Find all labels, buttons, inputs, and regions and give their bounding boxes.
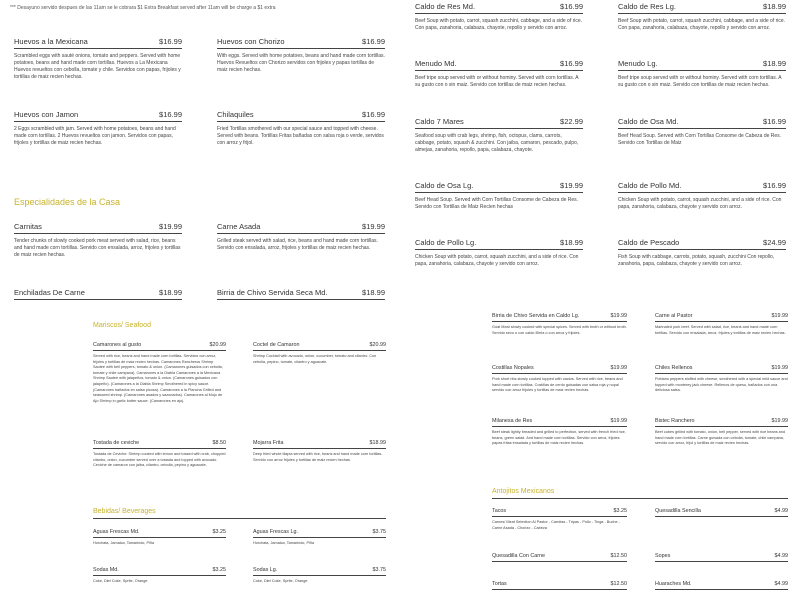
mariscos-col-1 [93,342,226,469]
antojitos-col-1 [492,508,627,590]
item-description: Tostada de Ceviche: Shrimp cooked with lemon and tossed with crab, chopped cilantro, onion, cucumber served over a tostada and topped with avocado. Ceviche de camaron con jaiba, cilantro, cebolla, pepino y aguacate. [93,452,226,468]
menu-item [618,238,786,268]
item-name: Sopes [655,553,671,559]
item-price: $24.99 [763,238,786,247]
item-price: $19.99 [771,313,788,319]
item-description: Coke, Diet Coke, Sprite, Orange [253,579,308,583]
antojitos-col-2 [655,508,788,590]
menu-item [492,365,627,418]
item-price: $19.99 [362,222,385,231]
menu-item [14,222,182,288]
item-name: Caldo 7 Mares [415,117,464,126]
item-name: Coctel de Camaron [253,342,300,348]
item-price: $4.99 [774,508,788,514]
breakfast-note: *** Desayuno servido despues de las 11am se le cobrara $1 Extra Breakfast served after 11am will be charge a $1 extra [10,5,276,11]
item-price: $18.99 [159,288,182,297]
item-price: $18.99 [763,2,786,11]
item-description: Beef tripe soup served with or without hominy. Served with corn tortillas. A su gusto con o sin maiz. Servido con tortillas de maiz recien hechas. [415,75,579,88]
item-description: Tender chunks of slowly cooked pork meat served with salad, rice, beans and hand made corn tortillas. Servido con ensalada, arroz, frijoles y tortillas de maiz recien hechas. [14,238,181,258]
item-name: Enchiladas De Carne [14,288,85,297]
item-description: Chicken Soup with potato, carrot, squash zucchini, and a side of rice. Con papa, zanahoria, calabaza, chayote y servido con arroz. [618,197,782,210]
item-description: Beef cubes grilled with tomato, onion, bell pepper, served with rice beans and hand made corn tortillas. Carne guisada con cebolla, tomate, chile campana, servido con arroz, frijol y tortillas de maiz recien hechas. [655,430,786,446]
item-price: $16.99 [362,110,385,119]
item-name: Aguas Frescas Md. [93,529,140,535]
especialidades-col-2 [217,222,385,300]
item-description: Horchata, Jamaica, Tamarindo, Piña [253,541,315,545]
item-description: Coke, Diet Coke, Sprite, Orange [93,579,148,583]
item-price: $18.99 [362,288,385,297]
especialidades-col-1 [14,222,182,300]
item-name: Sodas Lg. [253,567,278,573]
menu-item [217,222,385,288]
item-name: Caldo de Res Md. [415,2,476,11]
item-description: Horchata, Jamaica, Tamarindo, Piña [93,541,155,545]
item-price: $19.99 [610,365,627,371]
item-description: Beef steak lightly breaded and grilled to perfection, served with french fried rice, beans, green salad. And hand made corn tortillas. Servido con arroz, frijoles papas fritas ensalada y tortillas de maiz recien hechas. [492,430,626,446]
menu-item [253,567,386,585]
item-price: $18.99 [560,238,583,247]
menu-item [217,110,385,147]
item-price: $20.99 [209,342,226,348]
item-price: $19.99 [560,181,583,190]
soups-col-1 [415,2,583,268]
item-price: $3.75 [372,567,386,573]
item-price: $22.99 [560,117,583,126]
item-name: Carne al Pastor [655,313,693,319]
menu-item [655,553,788,581]
item-name: Caldo de Pollo Lg. [415,238,477,247]
menu-item [14,110,182,147]
menu-item [14,37,182,110]
menu-item [618,117,786,181]
item-name: Carne Asada [217,222,261,231]
menu-item [618,181,786,238]
item-description: Goat Meat slowly cooked with special spices. Served with broth or without broth. Servido seco o con caldo Birria o con arroz y frijoles. [492,325,627,335]
item-description: Marinated pork beef. Served with salad, rice, beans and hand made corn tortillas. Servido con ensalada, arroz, frijoles y tortillas de maiz recien hechas. [655,325,786,335]
item-price: $18.99 [763,59,786,68]
item-price: $3.25 [212,567,226,573]
soups-col-2 [618,2,786,268]
breakfast-col-2 [217,37,385,147]
item-name: Aguas Frescas Lg. [253,529,298,535]
menu-item [93,567,226,585]
menu-item [93,529,226,567]
menu-item [492,581,627,590]
item-description: 2 Eggs scrambled with jam. Served with home potatoes, beans and hand made corn tortillas. 2 Huevos revueltos con jamon. Servidos con papas, frijoles y tortillas de maiz recien hechas. [14,126,176,146]
item-description: Beef Head Soup. Served with Corn Tortillas Consome de Cabeza de Res. Servido con Tortillas de Maiz Recien hechas [415,197,579,210]
item-price: $16.99 [763,181,786,190]
item-name: Huaraches Md. [655,581,692,587]
item-price: $16.99 [763,117,786,126]
item-price: $3.25 [613,508,627,514]
item-price: $8.50 [212,440,226,446]
menu-item [415,238,583,268]
item-name: Quesadilla Sencilla [655,508,701,514]
menu-item [655,581,788,590]
item-description: Grilled steak served with salad, rice, beans and hand made corn tortillas. Servido con ensalada, arroz, frijoles y tortillas de maiz recien hechas. [217,238,378,251]
menu-item [492,508,627,553]
menu-item [217,37,385,110]
item-name: Camarones al gusto [93,342,142,348]
item-price: $4.99 [774,581,788,587]
menu-item [415,117,583,181]
item-name: Bistec Ranchero [655,418,695,424]
item-name: Sodas Md. [93,567,119,573]
item-description: Beef Soup with potato, carrot, squash zucchini, cabbage, and a side of rice. Con papa, zanahoria, calabaza, chayote, repollo y servido con arroz. [618,18,786,31]
item-name: Birria de Chivo Servida en Caldo Lg. [492,313,580,319]
item-name: Tortas [492,581,507,587]
item-price: $16.99 [560,59,583,68]
menu-item [253,529,386,567]
item-description: Shrimp Cocktail with avocado, onion, cucumber, tomato and cilantro. Con cebolla, pepino, tomate, cilantro y aguacate. [253,354,377,364]
breakfast-col-1 [14,37,182,147]
item-price: $16.99 [159,110,182,119]
item-price: $16.99 [560,2,583,11]
menu-item [655,508,788,553]
item-price: $16.99 [362,37,385,46]
item-price: $19.99 [159,222,182,231]
item-price: $12.50 [610,581,627,587]
item-price: $3.75 [372,529,386,535]
menu-item [415,59,583,117]
specials-small-col-1 [492,313,627,447]
menu-item [492,418,627,447]
item-name: Huevos con Jamon [14,110,79,119]
item-description: Pork short ribs slowly cooked topped with cactus. Served with rice, beans and hand made corn tortillas. Costillas de cerdo guisadas con salsa roja y nopal servido con arroz frijoles y tortillas de maiz recien hechas. [492,377,623,393]
item-name: Milanesa de Res [492,418,533,424]
menu-item [655,313,788,365]
item-description: Served with rice, beans and hand made corn tortillas. Servidos con arroz, frijoles y tortillas de maiz recien hechas. Camarones Rancheros Shrimp Sauteé with bell peppers, tomato & onion. (Camarones guisados con cebolla, tomate y chile campana). Camarones a la Diabla Camarones a la Mexicana Shrimp Sauteé with jalapeños, tomato & onion. (Camarones guisados con jalapeño). (Camarones a la Diabla Shrimp Smothered in spicy sauce. (Camarones bañados en salsa picosa). Camarones a la Plancha Grilled and seasoned shrimp. (Camarones asados y sazonados). Camarones al Mojo de Ajo Shrimp in garlic butter sauce. (Camarones en ajo). [93,354,223,403]
menu-item [415,181,583,238]
item-name: Caldo de Osa Lg. [415,181,474,190]
menu-item [14,288,182,300]
item-name: Menudo Lg. [618,59,658,68]
item-description: Poblano peppers stuffed with cheese, smothered with a special mild sauce and topped with monterey jack cheese. Rellenos de queso, bañados con una deliciosa salsa. [655,377,788,393]
menu-item [93,440,226,469]
menu-item [253,342,386,440]
menu-item [253,440,386,463]
menu-item [93,342,226,440]
menu-item [618,2,786,59]
item-price: $3.25 [212,529,226,535]
menu-item [492,313,627,365]
item-name: Caldo de Res Lg. [618,2,676,11]
item-price: $19.99 [771,418,788,424]
section-heading-bebidas: Bebidas/ Beverages [93,508,386,519]
item-name: Caldo de Pollo Md. [618,181,682,190]
item-price: $20.99 [369,342,386,348]
menu-item [655,418,788,447]
item-price: $19.99 [771,365,788,371]
mariscos-col-2 [253,342,386,463]
menu-item [492,553,627,581]
item-description: With eggs. Served with home potatoes, beans and hand made corn tortillas. Huevos Revueltos con Chorizo servidos con frijoles y papas tortillas de maiz recien hechas. [217,53,385,73]
item-name: Tostada de ceviche [93,440,140,446]
specials-small-col-2 [655,313,788,447]
menu-item [655,365,788,418]
item-name: Menudo Md. [415,59,457,68]
item-price: $12.50 [610,553,627,559]
item-description: Carnes/ Meat Selection Al Pastor - Carnitas - Tripas - Pollo - Tinga - Buche - Carne Asada - Chorizo - Cabeza [492,520,620,530]
item-price: $4.99 [774,553,788,559]
item-name: Birria de Chivo Servida Seca Md. [217,288,328,297]
item-name: Chilaquiles [217,110,254,119]
item-name: Chiles Rellenos [655,365,693,371]
item-price: $16.99 [159,37,182,46]
item-price: $19.99 [610,313,627,319]
item-name: Tacos [492,508,507,514]
section-heading-especialidades: Especialidades de la Casa [14,197,121,207]
item-description: Beef tripe soup served with or without hominy. Served with corn tortillas. A su gusto con o sin maiz. Servido con tortillas de maiz recien hechas. [618,75,782,88]
menu-item [618,59,786,117]
item-description: Seafood soup with crab legs, shrimp, fish, octopus, clams, carrots, cabbage, potato, squash & zucchini. Con jaiba, camaron, pescado, pulpo, almejas, zanahoria, repollo, papa, calabaza, chayote. [415,133,579,153]
item-name: Huevos a la Mexicana [14,37,88,46]
item-description: Chicken Soup with potato, carrot, squash zucchini, and a side of rice. Con papa, zanahoria, calabaza, chayote y servido con arroz. [415,254,579,267]
section-heading-antojitos: Antojitos Mexicanos [492,488,788,499]
section-heading-mariscos: Mariscos/ Seafood [93,322,151,329]
item-price: $18.99 [369,440,386,446]
item-name: Caldo de Osa Md. [618,117,679,126]
bebidas-col-2 [253,529,386,585]
item-name: Quesadilla Con Carne [492,553,546,559]
item-price: $19.99 [610,418,627,424]
item-description: Fried Tortillas smothered with our special sauce and topped with cheese. Served with beans. Tortillas Fritas bañadas con salsa roja o verde, servidos con arroz y frijol. [217,126,384,146]
menu-item [415,2,583,59]
menu-item [217,288,385,300]
item-name: Caldo de Pescado [618,238,680,247]
item-name: Huevos con Chorizo [217,37,285,46]
item-description: Beef Head Soup. Served with Corn Tortillas Consome de Cabeza de Res. Servido con Tortillas de Maiz [618,133,782,146]
item-name: Carnitas [14,222,42,231]
item-name: Costillas Nopales [492,365,534,371]
item-description: Fish Soup with cabbage, carrots, potato, squash, zucchini Con repollo, zanahoria, papa, calabaza, chayote y servido con arroz. [618,254,775,267]
item-description: Beef Soup with potato, carrot, squash zucchini, cabbage, and a side of rice. Con papa, zanahoria, calabaza, chayote, repollo y servido con arroz. [415,18,583,31]
item-description: Deep fried whole tilapia served with rice, beans and hand made corn tortillas. Servido con arroz frijoles y tortillas de maiz recien hechas. [253,452,383,462]
item-description: Scrambled eggs with sauté onions, tomato and peppers. Served with home potatoes, beans and hand made corn tortillas. Huevos a La Mexicana Huevos revueltos con cebolla, tomate y chile. Servidos con papas, frijoles y tortillas de maiz recien hechas. [14,53,181,80]
bebidas-col-1 [93,529,226,585]
item-name: Mojarra Frita [253,440,284,446]
